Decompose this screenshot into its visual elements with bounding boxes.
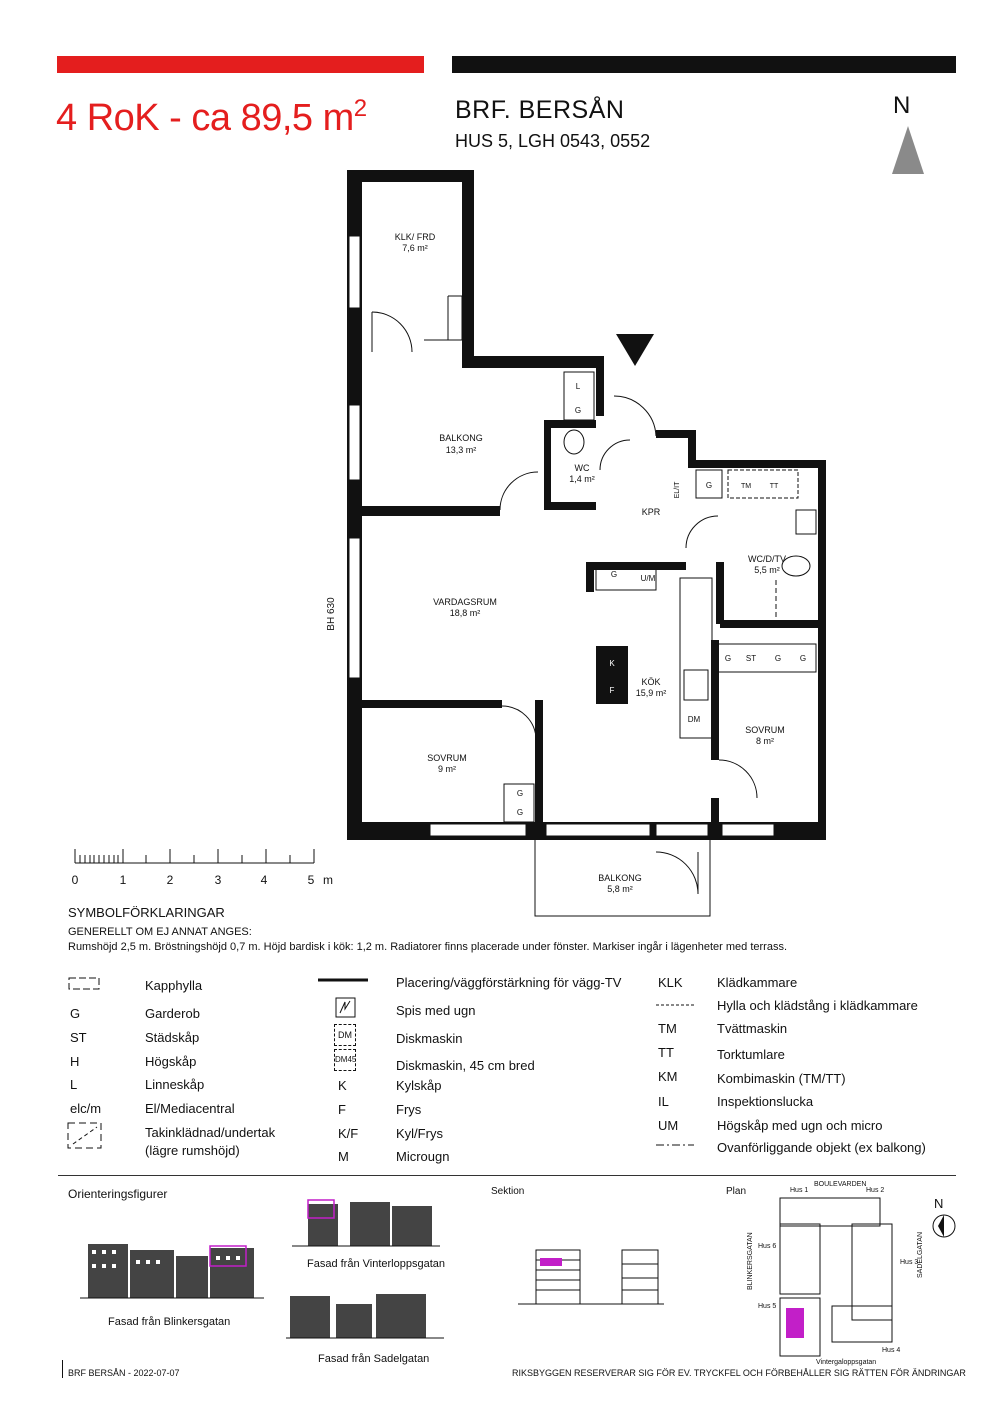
site-plan-figure [746,1180,926,1370]
legend-text: Kapphylla [145,978,203,993]
takinkladnad-icon [67,1122,103,1150]
north-label: N [893,92,911,119]
fixture-tm: TM [740,483,752,490]
house-label: Hus 3 [900,1259,919,1266]
legend-code: K [338,1078,347,1093]
legend-code: IL [658,1094,669,1109]
legend-text: Högskåp [145,1054,197,1069]
legend-text: Spis med ugn [396,1003,476,1018]
room-vardagsrum-area: 18,8 m² [449,608,481,618]
house-label: Hus 5 [758,1303,777,1310]
fixture-st: ST [745,654,757,663]
fixture-g: G [516,789,524,798]
house-label: Hus 1 [790,1187,809,1194]
legend-code: H [70,1054,80,1069]
facade-blinkersgatan-caption: Fasad från Blinkersgatan [108,1316,231,1328]
legend-code: G [70,1006,81,1021]
house-apartment-line: HUS 5, LGH 0543, 0552 [455,131,651,151]
legend-text: Högskåp med ugn och micro [717,1118,883,1133]
facade-vinterloppsgatan-figure [292,1196,442,1252]
legend-code: KLK [658,975,683,990]
room-balkong1-area: 13,3 m² [445,445,477,455]
orientation-heading: Orienteringsfigurer [68,1187,168,1201]
legend-code: K/F [338,1126,359,1141]
section-figure [518,1220,666,1310]
legend-text: Tvättmaskin [717,1021,788,1036]
legend-text: Ovanförliggande objekt (ex balkong) [717,1140,926,1155]
fixture-elit: EL/IT [674,481,681,499]
plan-north-label: N [934,1196,944,1211]
fixture-tt: TT [769,483,779,490]
legend-text: Hylla och klädstång i klädkammare [717,998,918,1013]
dishwasher-45-icon: DM45 [334,1049,356,1071]
fixture-g: G [724,654,732,663]
legend-code: ST [70,1030,87,1045]
kapphylla-icon [68,977,102,991]
legend-text: Frys [396,1102,422,1117]
room-sovrum2-area: 9 m² [438,764,456,774]
room-balkong1-name: BALKONG [439,433,483,443]
scale-label: 4 [260,873,268,887]
legend-text: El/Mediacentral [145,1101,235,1116]
room-sovrum1-area: 8 m² [756,736,774,746]
bh-label: BH 630 [326,597,337,631]
facade-sadelgatan-caption: Fasad från Sadelgatan [318,1353,430,1365]
facade-blinkersgatan-figure [80,1236,265,1306]
room-wc-name: WC [574,463,590,473]
fixture-l: L [575,382,581,391]
room-balkong2-name: BALKONG [598,873,642,883]
room-wcdtv-area: 5,5 m² [754,565,780,575]
facade-vinterloppsgatan-caption: Fasad från Vinterloppsgatan [307,1258,445,1270]
house-label: Hus 4 [882,1347,901,1354]
legend-text: Kyl/Frys [396,1126,443,1141]
stove-icon [335,997,357,1019]
street-left: BLINKERSGATAN [747,1232,754,1290]
legend-text: Inspektionslucka [717,1094,814,1109]
room-kok-name: KÖK [641,677,661,687]
apartment-title: 4 RoK - ca 89,5 $m^2$ [56,95,367,139]
footer-disclaimer: RIKSBYGGEN RESERVERAR SIG FÖR EV. TRYCKFEL OCH FÖRBEHÅLLER SIG RÄTTEN FÖR ÄNDRINGAR [512,1368,966,1378]
footer-left: BRF BERSÅN - 2022-07-07 [68,1368,180,1378]
legend-code: elc/m [70,1101,102,1116]
legend-code: L [70,1077,78,1092]
project-name: BRF. BERSÅN [455,96,625,124]
legend-code: UM [658,1118,679,1133]
dishwasher-icon: DM [334,1024,356,1046]
plan-heading: Plan [726,1186,747,1197]
divider [58,1175,956,1176]
wall-tv-icon [318,976,370,984]
fixture-dm: DM [687,715,701,724]
footer-marker [62,1360,63,1378]
legend-text: Placering/väggförstärkning för vägg-TV [396,975,622,990]
section-heading: Sektion [491,1186,525,1197]
scale-label: 0 [71,873,79,887]
legend-text: Diskmaskin [396,1031,463,1046]
legend-note: Rumshöjd 2,5 m. Bröstningshöjd 0,7 m. Höjd bardisk i kök: 1,2 m. Radiatorer finns placerade under fönster. Markiser ingår i lägenheter med terrass. [68,941,788,953]
compass-icon [930,1212,960,1242]
fixture-f: F [609,686,615,695]
legend-code: F [338,1102,346,1117]
legend-text: Takinklädnad/undertak [145,1125,276,1140]
fixture-g: G [799,654,807,663]
room-vardagsrum-name: VARDAGSRUM [433,597,497,607]
legend-code: TT [658,1045,674,1060]
overhead-object-icon [656,1142,696,1148]
legend-code: TM [658,1021,677,1036]
house-label: Hus 6 [758,1243,777,1250]
street-top: BOULEVARDEN [814,1181,867,1188]
fixture-um: U/M [640,574,656,583]
fixture-g: G [574,406,582,415]
legend-text: Kombimaskin (TM/TT) [717,1071,846,1086]
scale-label: 3 [214,873,222,887]
legend-code: M [338,1149,349,1164]
legend-text: Diskmaskin, 45 cm bred [396,1058,535,1073]
room-kok-area: 15,9 m² [635,688,667,698]
entrance-marker-icon [616,334,654,366]
room-sovrum1-name: SOVRUM [745,725,785,735]
scale-label: 1 [119,873,127,887]
room-klk-area: 7,6 m² [402,243,428,253]
legend-text: Städskåp [145,1030,200,1045]
room-balkong2-area: 5,8 m² [607,884,633,894]
legend-text: Kylskåp [396,1078,442,1093]
room-sovrum2-name: SOVRUM [427,753,467,763]
legend-text: Garderob [145,1006,200,1021]
fixture-g: G [705,481,713,490]
fixture-g: G [610,570,618,579]
room-klk-name: KLK/ FRD [394,232,436,242]
street-right: SADELGATAN [917,1231,924,1278]
house-label: Hus 2 [866,1187,885,1194]
legend-heading: SYMBOLFÖRKLARINGAR [68,905,225,920]
legend-general: GENERELLT OM EJ ANNAT ANGES: [68,926,252,938]
scale-bar [66,845,346,891]
legend-text: Torktumlare [717,1047,785,1062]
legend-code: KM [658,1069,678,1084]
legend-text: Linneskåp [145,1077,205,1092]
scale-label: m [323,873,333,887]
legend-text: Klädkammare [717,975,798,990]
facade-sadelgatan-figure [286,1290,446,1346]
shelf-rail-icon [656,1002,696,1008]
room-wcdtv-name: WC/D/TV [748,554,786,564]
street-bottom: Vintergaloppsgatan [816,1359,877,1366]
room-kpr-name: KPR [641,507,661,517]
scale-label: 2 [166,873,174,887]
scale-label: 5 [307,873,315,887]
fixture-k: K [609,659,615,668]
legend-text: (lägre rumshöjd) [145,1143,240,1158]
fixture-g: G [516,808,524,817]
fixture-g: G [774,654,782,663]
legend-text: Microugn [396,1149,450,1164]
room-wc-area: 1,4 m² [569,474,595,484]
